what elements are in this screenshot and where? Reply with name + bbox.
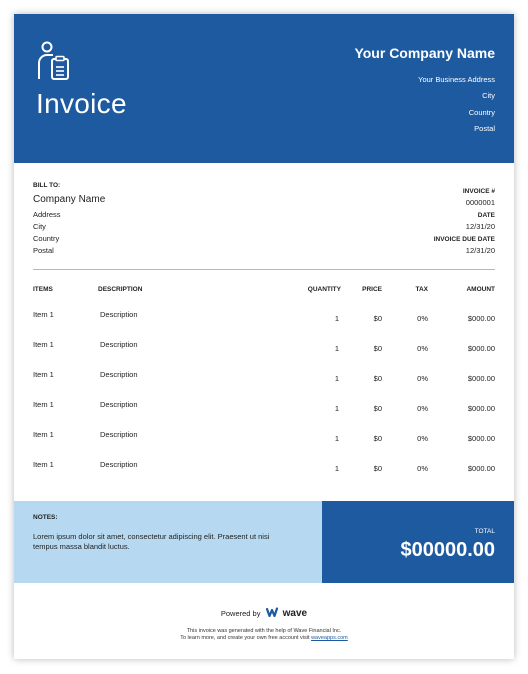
header-tax: TAX: [415, 286, 428, 293]
bill-to-city: City: [33, 222, 46, 231]
footer-line-2-text: To learn more, and create your own free account visit: [180, 635, 310, 641]
header-quantity: QUANTITY: [307, 286, 341, 293]
item-name: Item 1: [33, 340, 54, 349]
invoice-title: Invoice: [36, 88, 127, 119]
item-amount: $000.00: [467, 314, 495, 323]
item-tax: 0%: [417, 404, 428, 413]
item-description: Description: [100, 430, 138, 439]
item-amount: $000.00: [467, 464, 495, 473]
powered-by: [14, 607, 514, 619]
header-items: ITEMS: [33, 286, 53, 293]
item-quantity: 1: [334, 464, 339, 473]
item-name: Item 1: [33, 310, 54, 319]
item-price: $0: [373, 314, 382, 323]
item-tax: 0%: [417, 464, 428, 473]
item-price: $0: [373, 344, 382, 353]
item-tax: 0%: [417, 434, 428, 443]
date-value: 12/31/20: [465, 222, 495, 231]
item-quantity: 1: [334, 344, 339, 353]
item-description: Description: [100, 370, 138, 379]
footer-line-2: [14, 635, 514, 641]
item-description: Description: [100, 400, 138, 409]
item-price: $0: [373, 464, 382, 473]
due-date-value: 12/31/20: [465, 246, 495, 255]
item-description: Description: [100, 310, 138, 319]
item-name: Item 1: [33, 460, 54, 469]
business-postal: Postal: [474, 124, 495, 133]
item-quantity: 1: [334, 374, 339, 383]
item-description: Description: [100, 460, 138, 469]
item-price: $0: [373, 374, 382, 383]
bill-to-label: BILL TO:: [33, 182, 61, 189]
business-city: City: [482, 91, 495, 100]
invoice-header: [14, 14, 514, 163]
bill-to-address: Address: [33, 210, 61, 219]
notes-label: NOTES:: [33, 514, 58, 521]
item-amount: $000.00: [467, 404, 495, 413]
notes-text: Lorem ipsum dolor sit amet, consectetur adipiscing elit. Praesent ut nisi tempus massa blandit luctus.: [33, 532, 270, 551]
waveapps-link[interactable]: waveapps.com: [311, 635, 348, 641]
item-name: Item 1: [33, 370, 54, 379]
date-label: DATE: [477, 212, 495, 219]
item-quantity: 1: [334, 434, 339, 443]
footer-line-1: This invoice was generated with the help of Wave Financial Inc.: [186, 628, 342, 634]
item-amount: $000.00: [467, 434, 495, 443]
item-price: $0: [373, 434, 382, 443]
due-date-label: INVOICE DUE DATE: [433, 236, 495, 243]
company-name: Your Company Name: [354, 45, 495, 61]
item-amount: $000.00: [467, 344, 495, 353]
header-amount: AMOUNT: [466, 286, 495, 293]
total-value: $00000.00: [400, 539, 495, 561]
wave-brand: wave: [282, 608, 308, 619]
item-name: Item 1: [33, 430, 54, 439]
item-name: Item 1: [33, 400, 54, 409]
item-price: $0: [373, 404, 382, 413]
item-tax: 0%: [417, 374, 428, 383]
total-label: TOTAL: [474, 528, 495, 535]
item-quantity: 1: [334, 404, 339, 413]
invoice-page: [14, 14, 514, 659]
total-section: [322, 501, 514, 583]
section-divider: [33, 269, 495, 270]
business-address: Your Business Address: [418, 75, 495, 84]
item-quantity: 1: [334, 314, 339, 323]
bill-to-postal: Postal: [33, 246, 54, 255]
person-clipboard-icon: [37, 41, 71, 81]
invoice-number-label: INVOICE #: [462, 188, 495, 195]
wave-logo-icon: [266, 607, 280, 617]
header-price: PRICE: [362, 286, 382, 293]
item-description: Description: [100, 340, 138, 349]
header-description: DESCRIPTION: [98, 286, 143, 293]
notes-section: [14, 501, 322, 583]
powered-by-label: Powered by: [220, 609, 261, 618]
item-tax: 0%: [417, 344, 428, 353]
bill-to-country: Country: [33, 234, 60, 243]
item-amount: $000.00: [467, 374, 495, 383]
invoice-number-value: 0000001: [465, 198, 495, 207]
business-country: Country: [468, 108, 495, 117]
bill-to-company: Company Name: [33, 194, 106, 205]
item-tax: 0%: [417, 314, 428, 323]
